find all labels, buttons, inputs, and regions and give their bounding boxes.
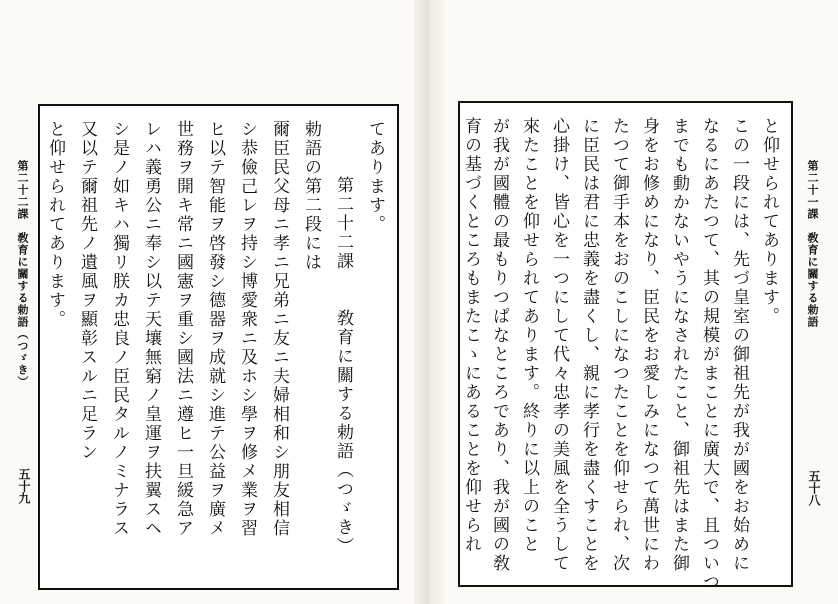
rescript-line-2: シ恭儉己レヲ持シ博愛衆ニ及ホシ學ヲ修メ業ヲ習: [237, 120, 257, 538]
right-column-5: 身をお修めになり、臣民をお愛しみになつて萬世にわ: [639, 117, 659, 573]
left-text-frame: [38, 104, 399, 590]
book-gutter: [414, 0, 444, 604]
rescript-line-4: 世務ヲ開キ常ニ國憲ヲ重シ國法ニ遵ヒ一旦緩急ア: [173, 120, 193, 538]
right-page-number: 五十八: [807, 470, 821, 506]
right-column-6: たつて御手本をおのこしになつたことを仰せられ、次: [609, 117, 629, 573]
rescript-line-3: ヒ以テ智能ヲ啓發シ德器ヲ成就シ進テ公益ヲ廣メ: [205, 120, 225, 538]
right-column-2: この一段には、先づ皇室の御祖先が我が國をお始めに: [729, 117, 749, 573]
left-column-11: と仰せられてあります。: [45, 120, 65, 329]
left-column-1: てあります。: [365, 120, 385, 234]
right-text-frame: [458, 101, 793, 592]
rescript-line-7: 又以テ爾祖先ノ遺風ヲ顯彰スルニ足ラン: [77, 120, 97, 462]
rescript-line-5: レハ義勇公ニ奉シ以テ天壤無窮ノ皇運ヲ扶翼スヘ: [141, 120, 161, 538]
right-running-header: 第二十一課 敎育に關する勅語: [806, 160, 819, 328]
right-column-11: 育の基づくところもまたこゝにあることを仰せられ: [461, 117, 481, 554]
rescript-line-1: 爾臣民父母ニ孝ニ兄弟ニ友ニ夫婦相和シ朋友相信: [269, 120, 289, 538]
right-column-3: なるにあたつて、其の規模がまことに廣大で、且ついつ: [699, 117, 719, 592]
right-column-4: までも動かないやうになされたこと、御祖先はまた御: [669, 117, 689, 573]
right-column-8: 心掛け、皆心を一つにして代々忠孝の美風を全うして: [549, 117, 569, 573]
right-column-7: に臣民は君に忠義を盡くし、親に孝行を盡くすことを: [579, 117, 599, 573]
right-column-1: と仰せられてあります。: [759, 117, 779, 326]
right-column-10: が我が國體の最もりつぱなところであり、我が國の敎: [489, 117, 509, 573]
left-page-number: 五十九: [17, 468, 31, 504]
left-column-3: 勅語の第二段には: [301, 120, 321, 272]
lesson-heading: 第二十二課 敎育に關する勅語（つゞき）: [333, 176, 353, 556]
right-column-9: 來たことを仰せられてあります。終りに以上のこと: [519, 117, 539, 554]
rescript-line-6: シ是ノ如キハ獨リ朕カ忠良ノ臣民タルノミナラス: [109, 120, 129, 538]
left-running-header: 第二十二課 敎育に關する勅語（つゞき）: [16, 160, 29, 388]
